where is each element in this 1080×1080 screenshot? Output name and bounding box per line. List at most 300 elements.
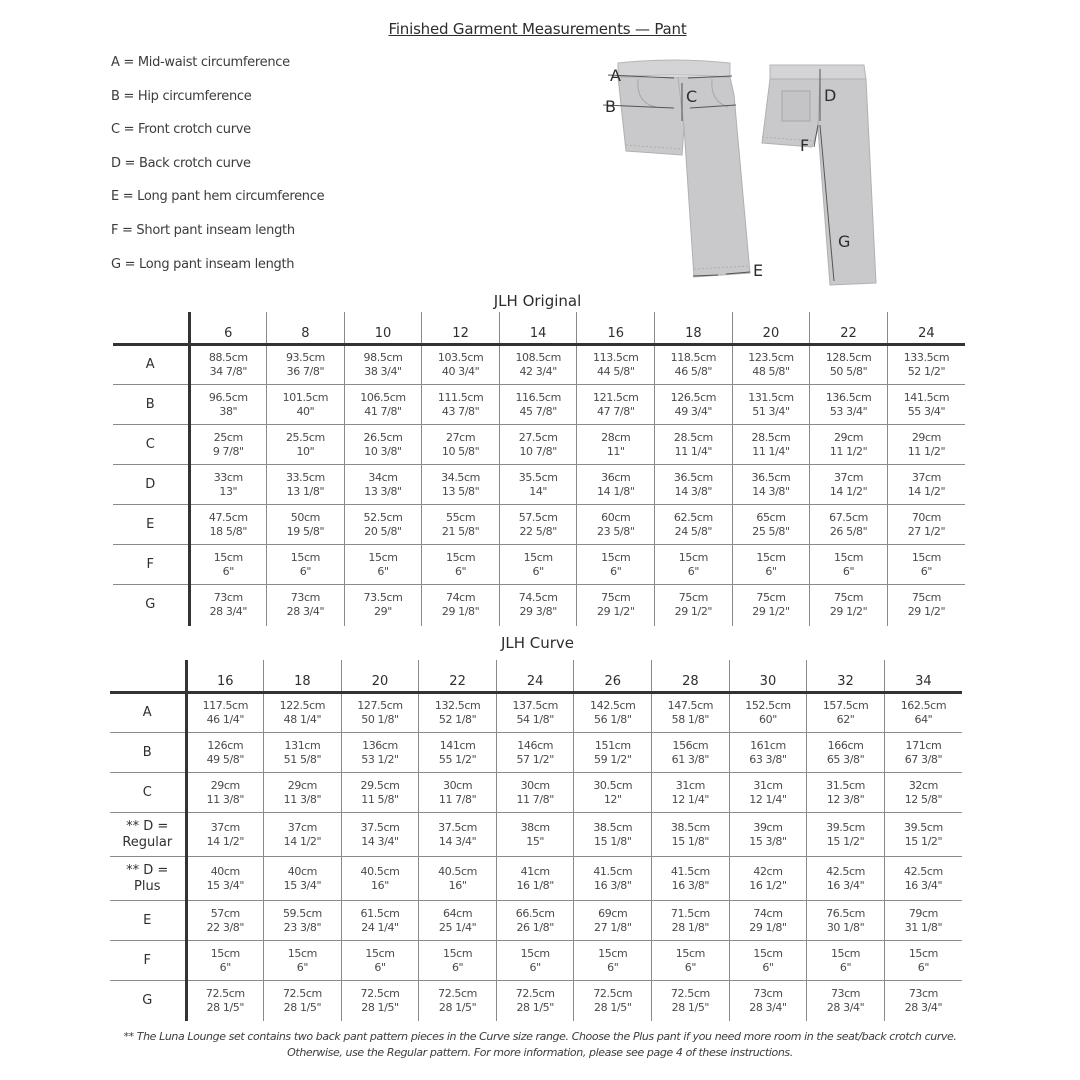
measurement-cell bbox=[729, 857, 807, 901]
measurement-cm: 126.5cm bbox=[670, 390, 717, 404]
measurement-cm: 25.5cm bbox=[285, 430, 325, 444]
measurement-inches: 53 3/4" bbox=[829, 404, 868, 418]
measurement-legend bbox=[111, 53, 324, 288]
measurement-inches: 28 1/5" bbox=[594, 1000, 632, 1014]
measurement-inches: 28 1/5" bbox=[438, 1000, 477, 1014]
size-header: 32 bbox=[807, 660, 885, 693]
measurement-cm: 37.5cm bbox=[360, 820, 400, 834]
measurement-inches: 14 1/2" bbox=[829, 484, 868, 498]
size-header: 6 bbox=[189, 312, 267, 345]
measurement-cell bbox=[884, 813, 962, 857]
measurement-cm: 29cm bbox=[287, 778, 317, 792]
size-header: 34 bbox=[884, 660, 962, 693]
measurement-cm: 131cm bbox=[284, 738, 321, 752]
measurement-cm: 40cm bbox=[210, 864, 240, 878]
measurement-cell bbox=[186, 981, 264, 1021]
measurement-inches: 6" bbox=[219, 960, 231, 974]
size-header-row bbox=[113, 312, 965, 345]
measurement-cell bbox=[810, 545, 888, 585]
measurement-cm: 147.5cm bbox=[667, 699, 714, 712]
measurement-cm: 15cm bbox=[210, 946, 240, 960]
measurement-cell bbox=[422, 545, 500, 585]
size-header: 24 bbox=[887, 312, 965, 345]
measurement-cell bbox=[499, 385, 577, 425]
measurement-inches: 48 5/8" bbox=[752, 365, 790, 378]
measurement-cm: 15cm bbox=[287, 946, 317, 960]
measurement-inches: 14 1/2" bbox=[206, 834, 245, 848]
measurement-cm: 62.5cm bbox=[673, 510, 713, 524]
measurement-inches: 6" bbox=[532, 564, 544, 578]
measurement-cm: 15cm bbox=[598, 946, 628, 960]
measurement-cm: 41cm bbox=[520, 864, 550, 878]
row-label bbox=[110, 857, 186, 901]
row-label-text: ** D = bbox=[126, 818, 169, 834]
measurement-cm: 15cm bbox=[368, 550, 398, 564]
measurement-cell bbox=[496, 693, 574, 733]
row-label bbox=[110, 773, 186, 813]
measurement-cell bbox=[422, 425, 500, 465]
measurement-inches: 49 3/4" bbox=[674, 404, 713, 418]
size-header: 18 bbox=[264, 660, 342, 693]
row-label-text: B bbox=[145, 396, 155, 412]
measurement-cm: 55cm bbox=[445, 510, 476, 524]
measurement-cell bbox=[884, 981, 962, 1021]
measurement-inches: 52 1/2" bbox=[907, 365, 946, 378]
measurement-cm: 72.5cm bbox=[205, 986, 245, 1000]
measurement-cell bbox=[344, 465, 422, 505]
measurement-inches: 12 1/4" bbox=[749, 792, 787, 806]
measurement-inches: 26 1/8" bbox=[516, 920, 554, 934]
measurement-cm: 96.5cm bbox=[208, 390, 248, 404]
measurement-cm: 15cm bbox=[911, 550, 941, 564]
measurement-cm: 127.5cm bbox=[357, 699, 403, 712]
measurement-inches: 14 3/8" bbox=[752, 484, 790, 498]
measurement-cell bbox=[810, 385, 888, 425]
measurement-cell bbox=[884, 857, 962, 901]
measurement-cm: 131.5cm bbox=[748, 390, 794, 404]
measurement-cell bbox=[729, 981, 807, 1021]
measurement-cell bbox=[189, 465, 267, 505]
measurement-cm: 72.5cm bbox=[670, 986, 710, 1000]
measurement-inches: 50 5/8" bbox=[829, 365, 868, 378]
measurement-inches: 15 1/8" bbox=[671, 834, 710, 848]
measurement-cell bbox=[810, 505, 888, 545]
measurement-cell bbox=[499, 465, 577, 505]
measurement-cm: 42.5cm bbox=[903, 864, 943, 878]
measurement-cell bbox=[422, 585, 500, 626]
measurement-cm: 69cm bbox=[598, 906, 628, 920]
row-label bbox=[113, 385, 189, 425]
legend-item-d: D = Back crotch curve bbox=[111, 155, 251, 171]
measurement-inches: 14" bbox=[529, 484, 548, 498]
measurement-cell bbox=[341, 857, 419, 901]
measurement-cell bbox=[499, 505, 577, 545]
measurement-inches: 11 3/8" bbox=[283, 792, 322, 806]
measurement-inches: 14 3/4" bbox=[438, 834, 477, 848]
measurement-cm: 29.5cm bbox=[360, 778, 400, 792]
measurement-cm: 76.5cm bbox=[826, 906, 865, 920]
measurement-cell bbox=[341, 941, 419, 981]
measurement-cm: 118.5cm bbox=[670, 351, 717, 364]
row-label-text: F bbox=[143, 952, 151, 968]
measurement-cm: 121.5cm bbox=[593, 390, 639, 404]
back-pant-illustration bbox=[762, 65, 876, 285]
measurement-cell bbox=[655, 465, 733, 505]
measurement-cell bbox=[887, 465, 965, 505]
measurement-cm: 42cm bbox=[753, 864, 783, 878]
measurement-cm: 15cm bbox=[523, 550, 553, 564]
measurement-inches: 6" bbox=[299, 564, 312, 578]
measurement-cell bbox=[267, 465, 345, 505]
row-label-text: A bbox=[145, 357, 155, 372]
measurement-cm: 15cm bbox=[365, 946, 395, 960]
measurement-cell bbox=[189, 345, 267, 385]
measurement-cell bbox=[807, 773, 885, 813]
size-header: 22 bbox=[419, 660, 497, 693]
row-label bbox=[110, 981, 186, 1021]
measurement-inches: 12 1/4" bbox=[671, 792, 710, 806]
measurement-inches: 29 1/2" bbox=[907, 605, 946, 619]
measurement-inches: 15 1/8" bbox=[594, 834, 632, 848]
measurement-inches: 6" bbox=[451, 960, 464, 974]
measurement-cell bbox=[574, 773, 652, 813]
measurement-cell bbox=[189, 385, 267, 425]
measurement-cell bbox=[264, 733, 342, 773]
size-header: 12 bbox=[422, 312, 500, 345]
measurement-cm: 15cm bbox=[601, 550, 631, 564]
measurement-cell bbox=[496, 773, 574, 813]
measurement-inches: 63 3/8" bbox=[749, 752, 787, 766]
measurement-inches: 14 1/8" bbox=[597, 484, 635, 498]
measurement-cm: 34cm bbox=[368, 470, 398, 484]
measurement-cell bbox=[264, 813, 342, 857]
measurement-inches: 13 5/8" bbox=[441, 484, 480, 498]
measurement-cell bbox=[810, 585, 888, 626]
measurement-cell bbox=[655, 345, 733, 385]
measurement-cell bbox=[810, 425, 888, 465]
measurement-cm: 41.5cm bbox=[670, 864, 710, 878]
measurement-cell bbox=[341, 693, 419, 733]
measurement-inches: 14 3/4" bbox=[361, 834, 399, 848]
measurement-cm: 30cm bbox=[442, 778, 473, 792]
measurement-cm: 25cm bbox=[213, 430, 243, 444]
measurement-inches: 20 5/8" bbox=[364, 524, 402, 538]
measurement-inches: 21 5/8" bbox=[441, 524, 480, 538]
size-header: 30 bbox=[729, 660, 807, 693]
measurement-cell bbox=[655, 545, 733, 585]
measurement-inches: 11 7/8" bbox=[516, 792, 554, 806]
measurement-inches: 28 3/4" bbox=[826, 1000, 865, 1014]
row-label-text: F bbox=[146, 556, 154, 572]
size-header: 20 bbox=[341, 660, 419, 693]
size-header: 10 bbox=[344, 312, 422, 345]
measurement-cm: 15cm bbox=[833, 550, 864, 564]
measurement-cell bbox=[884, 733, 962, 773]
measurement-inches: 36 7/8" bbox=[286, 365, 325, 378]
row-label-text: G bbox=[145, 597, 156, 613]
table-row bbox=[113, 545, 965, 585]
measurement-cm: 15cm bbox=[678, 550, 708, 564]
measurement-cm: 37cm bbox=[911, 470, 941, 484]
measurement-cm: 151cm bbox=[594, 738, 631, 752]
diagram-label-g: G bbox=[838, 232, 851, 251]
measurement-cm: 38.5cm bbox=[593, 820, 633, 834]
measurement-cell bbox=[655, 585, 733, 626]
measurement-cell bbox=[186, 857, 264, 901]
measurement-inches: 6" bbox=[839, 960, 852, 974]
measurement-cell bbox=[655, 505, 733, 545]
measurement-inches: 10" bbox=[296, 444, 315, 458]
measurement-cm: 36.5cm bbox=[673, 470, 713, 484]
table-row bbox=[110, 941, 962, 981]
table-row bbox=[113, 585, 965, 626]
measurement-cm: 75cm bbox=[601, 591, 631, 605]
corner-cell bbox=[113, 312, 189, 345]
measurement-cell bbox=[652, 857, 730, 901]
measurement-inches: 49 5/8" bbox=[206, 752, 245, 766]
measurement-inches: 28 3/4" bbox=[209, 605, 248, 619]
measurement-cm: 113.5cm bbox=[593, 351, 639, 364]
measurement-cm: 64cm bbox=[442, 906, 473, 920]
measurement-cell bbox=[732, 545, 810, 585]
measurement-cm: 73cm bbox=[830, 986, 861, 1000]
measurement-cm: 36cm bbox=[601, 470, 631, 484]
measurement-cm: 47.5cm bbox=[208, 510, 248, 524]
legend-item-a: A = Mid-waist circumference bbox=[111, 55, 290, 70]
row-label bbox=[113, 425, 189, 465]
measurement-cell bbox=[496, 941, 574, 981]
measurement-cell bbox=[574, 733, 652, 773]
measurement-cell bbox=[189, 585, 267, 626]
measurement-cell bbox=[887, 385, 965, 425]
row-label-text: C bbox=[145, 436, 155, 452]
measurement-cm: 31cm bbox=[753, 778, 783, 792]
measurement-cm: 30cm bbox=[520, 778, 550, 792]
measurement-inches: 6" bbox=[374, 960, 386, 974]
measurement-inches: 11 1/2" bbox=[907, 444, 946, 458]
measurement-inches: 53 1/2" bbox=[361, 752, 399, 766]
row-label bbox=[110, 813, 186, 857]
measurement-inches: 58 1/8" bbox=[671, 713, 710, 726]
measurement-cm: 39cm bbox=[753, 820, 783, 834]
measurement-inches: 64" bbox=[914, 713, 933, 726]
measurement-cell bbox=[267, 345, 345, 385]
table-row bbox=[113, 345, 965, 385]
measurement-cell bbox=[189, 505, 267, 545]
measurement-inches: 60" bbox=[759, 713, 777, 726]
measurement-cell bbox=[729, 901, 807, 941]
measurement-cell bbox=[419, 693, 497, 733]
measurement-cell bbox=[419, 981, 497, 1021]
row-label-text: ** D = bbox=[126, 862, 169, 878]
measurement-cell bbox=[499, 545, 577, 585]
measurement-cm: 28.5cm bbox=[751, 430, 791, 444]
diagram-label-f: F bbox=[800, 136, 810, 155]
measurement-inches: 28 3/4" bbox=[749, 1000, 787, 1014]
measurement-cell bbox=[652, 941, 730, 981]
front-pant-illustration bbox=[603, 60, 763, 280]
measurement-cell bbox=[577, 385, 655, 425]
row-label bbox=[113, 505, 189, 545]
measurement-inches: 6" bbox=[607, 960, 619, 974]
row-label-text: C bbox=[142, 784, 152, 800]
measurement-cell bbox=[884, 901, 962, 941]
measurement-inches: 13 1/8" bbox=[286, 484, 325, 498]
measurement-cm: 34.5cm bbox=[441, 470, 480, 484]
measurement-cell bbox=[186, 733, 264, 773]
measurement-cm: 166cm bbox=[827, 738, 864, 752]
measurement-inches: 6" bbox=[684, 960, 696, 974]
measurement-cell bbox=[267, 505, 345, 545]
measurement-cm: 32cm bbox=[908, 778, 938, 792]
measurement-cell bbox=[419, 941, 497, 981]
measurement-cm: 67.5cm bbox=[829, 510, 868, 524]
measurement-cm: 79cm bbox=[908, 906, 938, 920]
measurement-inches: 28 1/5" bbox=[206, 1000, 245, 1014]
table-title-original: JLH Original bbox=[493, 292, 582, 310]
measurement-cm: 75cm bbox=[756, 591, 786, 605]
legend-item-e: E = Long pant hem circumference bbox=[111, 189, 325, 205]
measurement-cell bbox=[729, 813, 807, 857]
diagram-label-d: D bbox=[824, 86, 837, 105]
measurement-cell bbox=[499, 585, 577, 626]
measurement-cell bbox=[574, 813, 652, 857]
measurement-cm: 117.5cm bbox=[202, 699, 249, 712]
measurement-cm: 141cm bbox=[439, 738, 476, 752]
measurement-inches: 29 1/2" bbox=[674, 605, 713, 619]
row-label bbox=[110, 901, 186, 941]
row-label bbox=[110, 693, 186, 733]
measurement-cm: 132.5cm bbox=[434, 699, 481, 712]
measurement-cell bbox=[344, 585, 422, 626]
measurement-inches: 16 1/8" bbox=[516, 878, 554, 892]
measurement-inches: 16 3/4" bbox=[826, 878, 865, 892]
measurement-cell bbox=[264, 901, 342, 941]
measurement-inches: 11 5/8" bbox=[361, 792, 399, 806]
measurement-cell bbox=[807, 941, 885, 981]
measurement-cm: 72.5cm bbox=[515, 986, 555, 1000]
measurement-cm: 37cm bbox=[287, 820, 317, 834]
diagram-label-e: E bbox=[753, 261, 764, 280]
measurement-cell bbox=[186, 693, 264, 733]
measurement-inches: 6" bbox=[529, 960, 541, 974]
measurement-cell bbox=[884, 773, 962, 813]
measurement-inches: 6" bbox=[762, 960, 774, 974]
measurement-inches: 29 1/8" bbox=[749, 920, 787, 934]
measurement-cell bbox=[887, 585, 965, 626]
measurement-inches: 11 1/2" bbox=[829, 444, 868, 458]
measurement-cell bbox=[264, 981, 342, 1021]
size-header: 28 bbox=[652, 660, 730, 693]
measurement-inches: 6" bbox=[920, 564, 933, 578]
measurement-inches: 29" bbox=[374, 605, 392, 619]
row-label-subtext: Plus bbox=[134, 878, 161, 894]
measurement-inches: 6" bbox=[917, 960, 930, 974]
row-label-text: G bbox=[142, 992, 153, 1008]
measurement-cell bbox=[577, 505, 655, 545]
measurement-inches: 6" bbox=[687, 564, 699, 578]
measurement-inches: 40" bbox=[296, 404, 315, 418]
measurement-inches: 15 3/4" bbox=[206, 878, 245, 892]
legend-item-c: C = Front crotch curve bbox=[111, 122, 251, 138]
measurement-cm: 136.5cm bbox=[825, 390, 872, 404]
row-label-text: D bbox=[145, 476, 156, 492]
measurement-cm: 42.5cm bbox=[826, 864, 865, 878]
measurement-cell bbox=[732, 585, 810, 626]
measurement-cell bbox=[655, 425, 733, 465]
measurement-cell bbox=[652, 773, 730, 813]
measurement-cm: 98.5cm bbox=[363, 351, 403, 364]
row-label bbox=[113, 465, 189, 505]
diagram-label-a: A bbox=[610, 66, 621, 85]
measurement-cm: 15cm bbox=[213, 550, 243, 564]
measurement-inches: 31 1/8" bbox=[904, 920, 943, 934]
measurement-inches: 28 3/4" bbox=[904, 1000, 943, 1014]
measurement-cm: 71.5cm bbox=[670, 906, 710, 920]
measurement-inches: 23 3/8" bbox=[283, 920, 322, 934]
page-title: Finished Garment Measurements — Pant bbox=[388, 20, 687, 38]
measurement-cm: 116.5cm bbox=[515, 390, 561, 404]
measurement-cm: 30.5cm bbox=[593, 778, 633, 792]
measurement-cell bbox=[887, 505, 965, 545]
measurement-inches: 10 7/8" bbox=[519, 444, 557, 458]
measurement-cm: 162.5cm bbox=[900, 699, 947, 712]
measurement-cm: 57cm bbox=[210, 906, 240, 920]
measurement-inches: 41 7/8" bbox=[364, 404, 402, 418]
measurement-cm: 73cm bbox=[213, 591, 243, 605]
diagram-label-c: C bbox=[686, 87, 698, 106]
measurement-cm: 31cm bbox=[675, 778, 705, 792]
measurement-inches: 56 1/8" bbox=[594, 713, 632, 726]
size-header: 18 bbox=[655, 312, 733, 345]
measurement-inches: 13 3/8" bbox=[364, 484, 402, 498]
measurement-inches: 9 7/8" bbox=[212, 444, 244, 458]
measurement-cm: 57.5cm bbox=[518, 510, 558, 524]
size-header: 26 bbox=[574, 660, 652, 693]
measurement-cell bbox=[419, 773, 497, 813]
measurement-inches: 47 7/8" bbox=[597, 404, 635, 418]
measurement-inches: 15 3/8" bbox=[749, 834, 787, 848]
measurement-cm: 73.5cm bbox=[363, 591, 403, 605]
measurement-cm: 72.5cm bbox=[438, 986, 477, 1000]
measurement-cm: 15cm bbox=[290, 550, 320, 564]
measurement-cell bbox=[264, 857, 342, 901]
measurement-inches: 42 3/4" bbox=[519, 365, 557, 378]
size-header: 22 bbox=[810, 312, 888, 345]
measurement-cm: 29cm bbox=[911, 430, 941, 444]
measurement-cm: 75cm bbox=[911, 591, 941, 605]
measurement-cell bbox=[422, 385, 500, 425]
measurement-cm: 39.5cm bbox=[826, 820, 865, 834]
measurement-inches: 55 3/4" bbox=[907, 404, 946, 418]
measurement-cm: 38cm bbox=[520, 820, 550, 834]
measurement-cell bbox=[419, 901, 497, 941]
measurement-cm: 101.5cm bbox=[282, 390, 329, 404]
table-title-curve: JLH Curve bbox=[500, 634, 575, 652]
measurement-cm: 128.5cm bbox=[825, 351, 872, 364]
measurement-cell bbox=[344, 345, 422, 385]
legend-item-b: B = Hip circumference bbox=[111, 88, 252, 104]
measurement-cm: 74.5cm bbox=[518, 591, 558, 605]
measurement-cell bbox=[264, 773, 342, 813]
measurement-cm: 74cm bbox=[445, 591, 476, 605]
table-row bbox=[110, 733, 962, 773]
measurement-inches: 11" bbox=[606, 444, 625, 458]
measurement-inches: 29 1/2" bbox=[829, 605, 868, 619]
measurement-inches: 52 1/8" bbox=[438, 713, 477, 726]
measurement-cm: 52.5cm bbox=[363, 510, 403, 524]
measurement-cell bbox=[577, 465, 655, 505]
